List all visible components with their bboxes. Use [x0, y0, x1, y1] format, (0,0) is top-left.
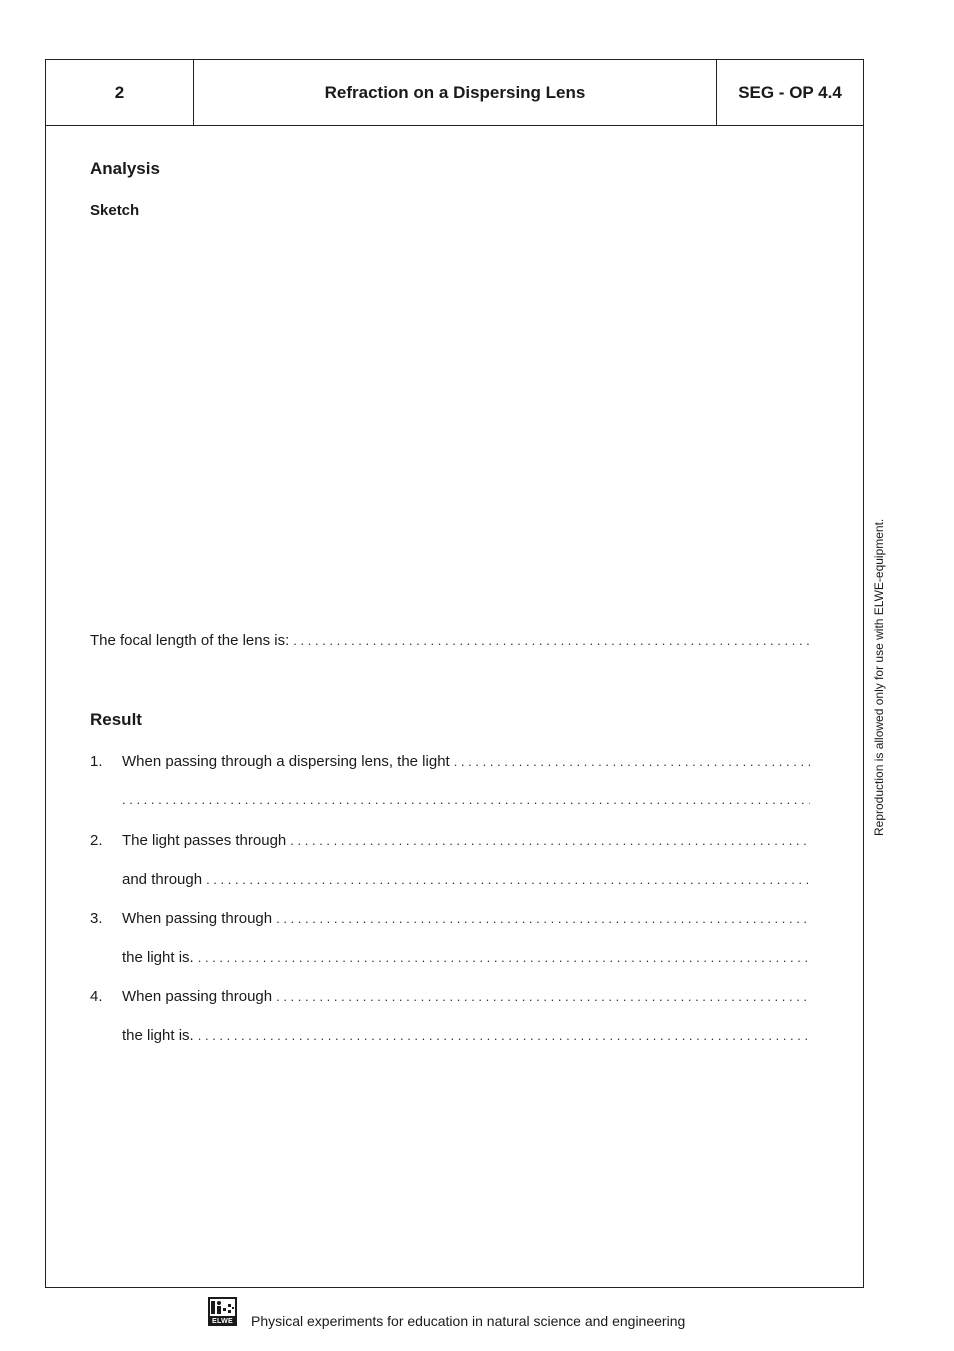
- fill-in-dots: [122, 792, 810, 807]
- result-item-number: 3.: [90, 910, 103, 927]
- sketch-heading: Sketch: [90, 202, 140, 219]
- fill-in-dots: [206, 872, 810, 887]
- fill-in-dots: [290, 833, 810, 848]
- focal-length-line: [90, 632, 810, 649]
- result-item-3-line-2: [122, 949, 810, 966]
- result-item-text: When passing through a dispersing lens, the light: [122, 753, 450, 770]
- fill-in-dots: [198, 1028, 810, 1043]
- result-item-number: 2.: [90, 832, 103, 849]
- reproduction-note: Reproduction is allowed only for use with ELWE-equipment.: [872, 518, 886, 836]
- elwe-logo-text: ELWE: [211, 1318, 234, 1325]
- worksheet-frame: [45, 59, 864, 1288]
- footer-text: Physical experiments for education in natural science and engineering: [251, 1313, 686, 1329]
- result-item-text: When passing through: [122, 910, 273, 927]
- fill-in-dots: [276, 989, 810, 1004]
- result-item-number: 4.: [90, 988, 103, 1005]
- result-item-text: the light is.: [122, 1027, 194, 1044]
- result-item-2-line-2: [122, 871, 810, 888]
- fill-in-dots: [293, 633, 810, 648]
- fill-in-dots: [198, 950, 810, 965]
- elwe-logo: [208, 1297, 237, 1326]
- worksheet-header: [46, 60, 863, 126]
- fill-in-dots: [276, 911, 810, 926]
- result-item-2-line-1: [122, 832, 810, 849]
- experiment-code: SEG - OP 4.4: [738, 82, 842, 102]
- result-item-text: and through: [122, 871, 203, 888]
- result-item-text: the light is.: [122, 949, 194, 966]
- result-item-number: 1.: [90, 753, 103, 770]
- page-number: 2: [46, 60, 194, 125]
- elwe-logo-icon: [210, 1299, 235, 1316]
- fill-in-dots: [454, 754, 810, 769]
- result-item-3-line-1: [122, 910, 810, 927]
- result-item-text: When passing through: [122, 988, 273, 1005]
- result-item-1-line-1: [122, 753, 810, 770]
- focal-length-label: The focal length of the lens is:: [90, 632, 290, 649]
- result-item-text: The light passes through: [122, 832, 287, 849]
- result-heading: Result: [90, 710, 142, 729]
- analysis-heading: Analysis: [90, 159, 160, 178]
- page-title: Refraction on a Dispersing Lens: [194, 60, 717, 125]
- result-item-1-line-2: [122, 792, 810, 807]
- result-item-4-line-1: [122, 988, 810, 1005]
- result-item-4-line-2: [122, 1027, 810, 1044]
